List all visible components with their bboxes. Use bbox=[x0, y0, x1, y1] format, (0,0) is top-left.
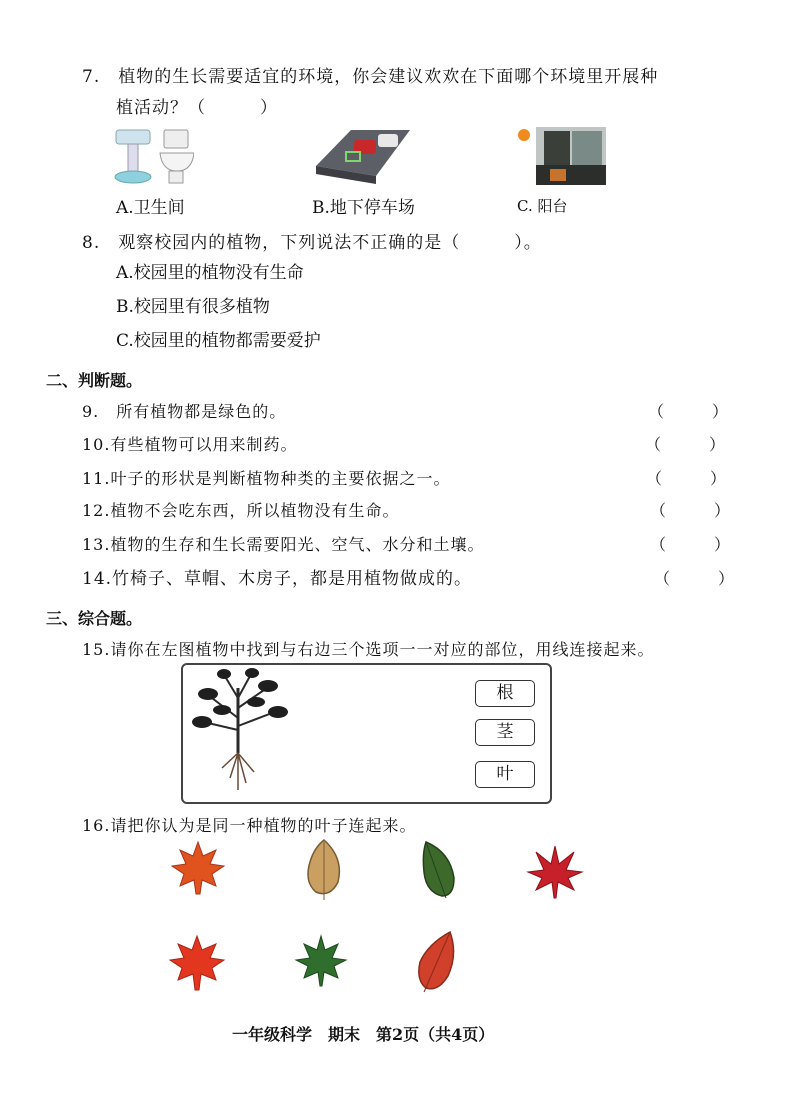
q7-text-line1: 7. 植物的生长需要适宜的环境，你会建议欢欢在下面哪个环境里开展种 bbox=[82, 67, 659, 87]
judge-paren-13[interactable]: （ ） bbox=[650, 535, 731, 554]
judge-paren-14[interactable]: （ ） bbox=[654, 569, 735, 588]
q7-option-a: A.卫生间 bbox=[116, 198, 185, 218]
q16-text: 16.请把你认为是同一种植物的叶子连起来。 bbox=[82, 816, 417, 835]
birch-leaf-tan-icon[interactable] bbox=[302, 838, 346, 902]
part-root-box[interactable]: 根 bbox=[475, 680, 535, 707]
q7-option-c: C. 阳台 bbox=[517, 197, 568, 215]
judge-paren-12[interactable]: （ ） bbox=[650, 501, 731, 520]
section-2-title: 二、判断题。 bbox=[46, 371, 143, 390]
judge-paren-11[interactable]: （ ） bbox=[646, 469, 727, 488]
maple-leaf-green-icon[interactable] bbox=[294, 934, 348, 988]
judge-item-14: 14.竹椅子、草帽、木房子，都是用植物做成的。 bbox=[82, 569, 473, 589]
section-3-title: 三、综合题。 bbox=[46, 609, 143, 628]
judge-item-12: 12.植物不会吃东西，所以植物没有生命。 bbox=[82, 501, 400, 520]
maple-leaf-orange-2-icon[interactable] bbox=[168, 934, 226, 992]
q8-text: 8. 观察校园内的植物，下列说法不正确的是（ ）。 bbox=[82, 233, 542, 253]
q7-text-line2: 植活动？（ ） bbox=[116, 98, 278, 118]
maple-leaf-red-icon[interactable] bbox=[526, 844, 584, 900]
bathroom-image bbox=[114, 125, 194, 189]
plant-image bbox=[192, 668, 292, 796]
q8-option-a: A.校园里的植物没有生命 bbox=[116, 263, 304, 283]
part-stem-box[interactable]: 茎 bbox=[475, 719, 535, 746]
page-footer: 一年级科学 期末 第2页（共4页） bbox=[232, 1025, 495, 1044]
judge-item-13: 13.植物的生存和生长需要阳光、空气、水分和土壤。 bbox=[82, 535, 485, 554]
q8-option-b: B.校园里有很多植物 bbox=[116, 297, 270, 317]
q15-text: 15.请你在左图植物中找到与右边三个选项一一对应的部位，用线连接起来。 bbox=[82, 640, 655, 659]
parking-garage-image bbox=[316, 126, 410, 186]
q8-option-c: C.校园里的植物都需要爱护 bbox=[116, 331, 321, 351]
balcony-image bbox=[514, 125, 608, 187]
judge-item-9: 9. 所有植物都是绿色的。 bbox=[82, 402, 287, 421]
birch-leaf-red-icon[interactable] bbox=[414, 930, 458, 996]
judge-paren-9[interactable]: （ ） bbox=[648, 402, 729, 421]
judge-paren-10[interactable]: （ ） bbox=[645, 435, 726, 454]
judge-item-11: 11.叶子的形状是判断植物种类的主要依据之一。 bbox=[82, 469, 451, 488]
q7-option-b: B.地下停车场 bbox=[312, 198, 415, 218]
judge-item-10: 10.有些植物可以用来制药。 bbox=[82, 435, 298, 454]
part-leaf-box[interactable]: 叶 bbox=[475, 761, 535, 788]
elm-leaf-green-icon[interactable] bbox=[416, 838, 460, 902]
maple-leaf-orange-icon[interactable] bbox=[170, 840, 226, 896]
